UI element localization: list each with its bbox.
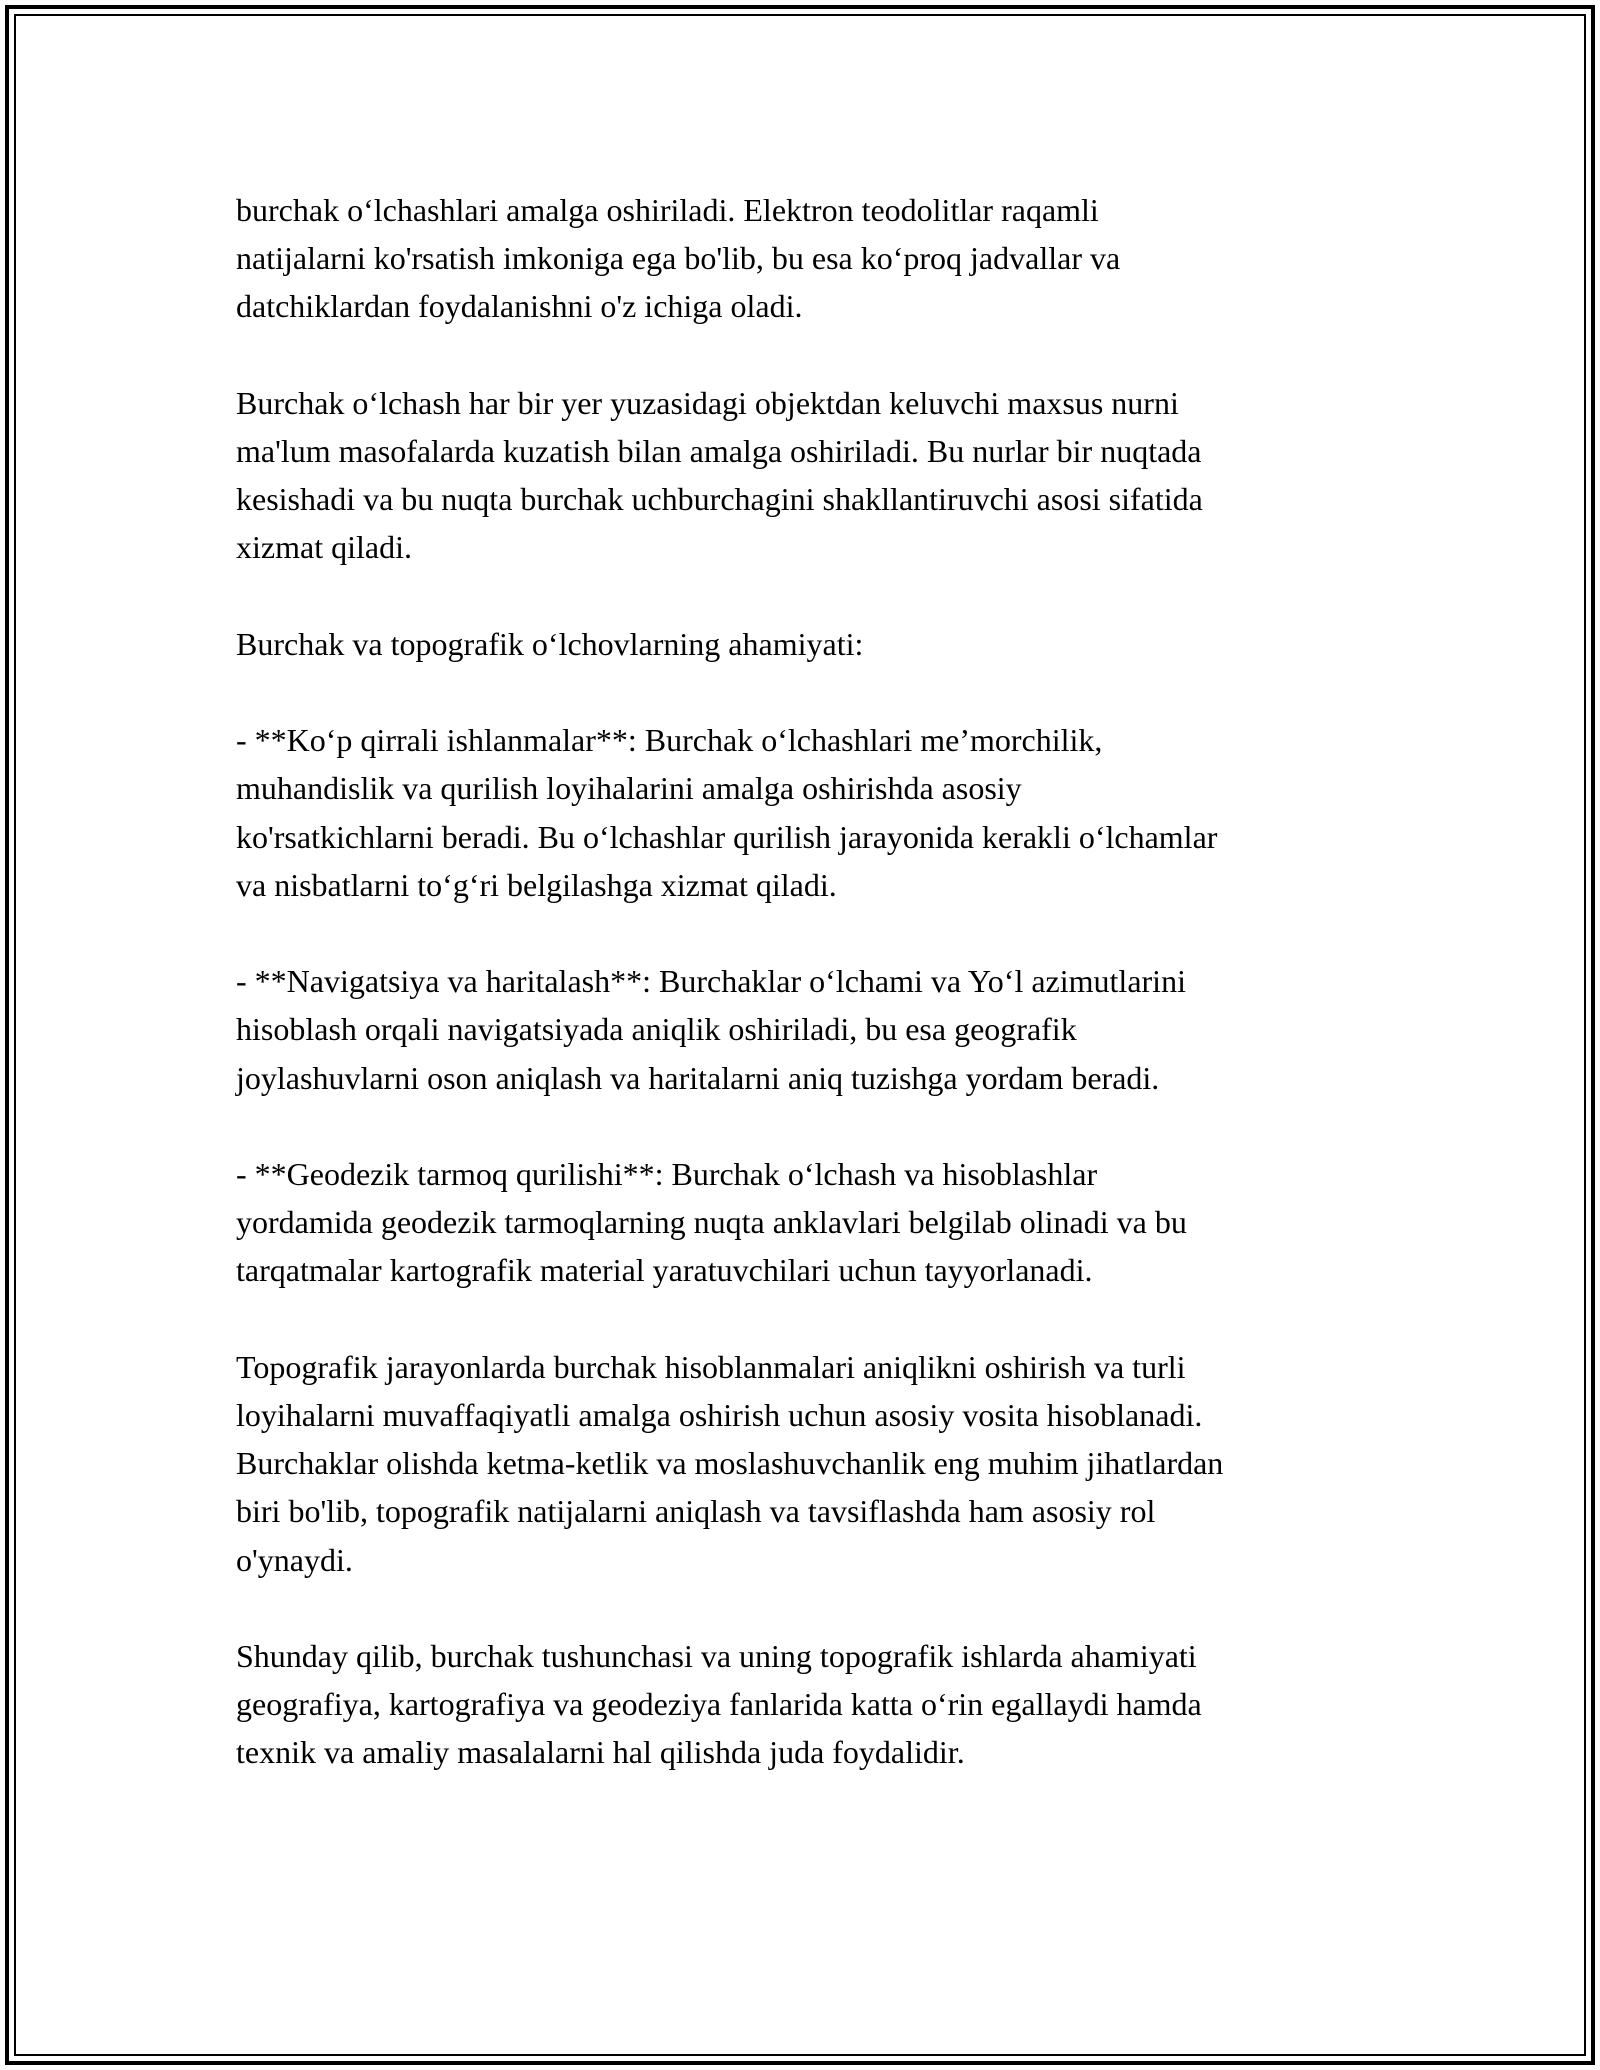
list-item-geodezik: - **Geodezik tarmoq qurilishi**: Burchak o‘lchash va hisoblashlar yordamida geodezik tarmoqlarning nuqta anklavlari belgilab olinadi va bu tarqatmalar kartografik material yaratuvchilari uchun tayyorlanadi. <box>236 1155 1187 1289</box>
paragraph-burchak-olchash: Burchak o‘lchash har bir yer yuzasidagi objektdan keluvchi maxsus nurni ma'lum masofalarda kuzatish bilan amalga oshiriladi. Bu nurlar bir nuqtada kesishadi va bu nuqta burchak uchburchagini shakllantiruvchi asosi sifatida xizmat qiladi. <box>236 384 1203 566</box>
list-item-navigatsiya: - **Navigatsiya va haritalash**: Burchaklar o‘lchami va Yo‘l azimutlarini hisoblash orqali navigatsiyada aniqlik oshiriladi, bu esa geografik joylashuvlarni oson aniqlash va haritalarni aniq tuzishga yordam beradi. <box>236 963 1186 1096</box>
list-item-kop-qirrali: - **Ko‘p qirrali ishlanmalar**: Burchak o‘lchashlari me’morchilik, muhandislik va qurilish loyihalarini amalga oshirishda asosiy ko'rsatkichlarni beradi. Bu o‘lchashlar qurilish jarayonida kerakli o‘lchamlar va nisbatlarni to‘g‘ri belgilashga xizmat qiladi. <box>236 722 1218 903</box>
paragraph-topografik-jarayonlar: Topografik jarayonlarda burchak hisoblanmalari aniqlikni oshirish va turli loyihalarni muvaffaqiyatli amalga oshirish uchun asosiy vosita hisoblanadi. Burchaklar olishda ketma-ketlik va moslashuvchanlik eng muhim jihatlardan biri bo'lib, topografik natijalarni aniqlash va tavsiflashda ham asosiy rol o'ynaydi. <box>236 1348 1224 1578</box>
paragraph-ahamiyati-heading: Burchak va topografik o‘lchovlarning ahamiyati: <box>236 625 864 662</box>
document-body <box>236 186 1386 1825</box>
paragraph-xulosa: Shunday qilib, burchak tushunchasi va uning topografik ishlarda ahamiyati geografiya, kartografiya va geodeziya fanlarida katta o‘rin egallaydi hamda texnik va amaliy masalalarni hal qilishda juda foydalidir. <box>236 1637 1202 1771</box>
paragraph-teodolit: burchak o‘lchashlari amalga oshiriladi. Elektron teodolitlar raqamli natijalarni ko'rsatish imkoniga ega bo'lib, bu esa ko‘proq jadvallar va datchiklardan foydalanishni o'z ichiga oladi. <box>236 192 1121 325</box>
